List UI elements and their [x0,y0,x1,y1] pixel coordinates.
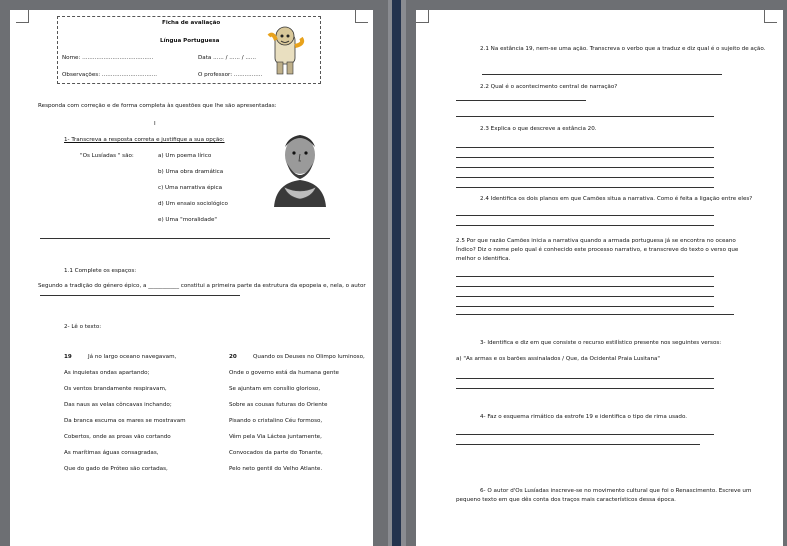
q6-text-line-2: pequeno texto em que dês conta dos traços mais característicos dessa época. [456,497,676,503]
q1-option-b: b) Uma obra dramática [158,169,224,175]
observations-field[interactable]: Observações: ............................... [62,72,157,78]
stanza-19-line: Cobertos, onde as proas vão cortando [64,434,171,440]
answer-line[interactable] [456,276,714,277]
stanza-19-number: 19 [64,354,72,360]
q1-option-c: c) Uma narrativa épica [158,185,223,191]
q3-a-text: a) "As armas e os barões assinalados / Que, da Ocidental Praia Lusitana" [456,356,661,362]
stanza-19-line: Já no largo oceano navegavam, [88,354,177,360]
answer-line[interactable] [456,314,734,315]
q2-3-text: 2.3 Explica o que descreve a estância 20. [480,126,597,132]
splitter-bar [392,0,401,546]
stanza-19-line: Que do gado de Próteo são cortadas, [64,466,168,472]
q1-prompt: 1- Transcreva a resposta correta e justifique a sua opção: [64,137,225,143]
stanza-19-line: As inquietas ondas apartando; [64,370,150,376]
teacher-field[interactable]: O professor: ................ [198,72,263,78]
q1-option-e: e) Uma "moralidade" [158,217,217,223]
stanza-20-line: Convocados da parte do Tonante, [229,450,323,456]
q1-option-a: a) Um poema lírico [158,153,212,159]
stanza-20-number: 20 [229,354,237,360]
answer-line[interactable] [456,296,714,297]
answer-line[interactable] [456,100,586,101]
q1-1-prompt: 1.1 Complete os espaços: [64,268,137,274]
stanza-19-line: Das naus as velas côncavas inchando; [64,402,172,408]
q2-5-text-line-2: Índico? Diz o nome pelo qual é conhecido este processo narrativo, e transcreve do texto o verso que [456,247,739,253]
stanza-20-line: Sobre as cousas futuras do Oriente [229,402,328,408]
stanza-20-line: Se ajuntam em consílio glorioso, [229,386,321,392]
answer-line[interactable] [456,157,714,158]
stanza-20-line: Vêm pela Via Láctea juntamente, [229,434,322,440]
answer-line[interactable] [456,167,714,168]
answer-line[interactable] [456,116,714,117]
answer-line[interactable] [456,177,714,178]
crop-mark [764,10,777,23]
q2-5-text-line-3: melhor o identifica. [456,256,511,262]
q1-option-d: d) Um ensaio sociológico [158,201,228,207]
stanza-20-line: Quando os Deuses no Olimpo luminoso, [253,354,365,360]
doc-title: Ficha de avaliação [162,20,221,26]
stanza-19-line: As marítimas águas consagradas, [64,450,159,456]
crop-mark [355,10,368,23]
section-mark: I [154,121,156,127]
q2-2-text: 2.2 Qual é o acontecimento central de narração? [480,84,618,90]
stanza-20-line: Pelo neto gentil do Velho Atlante. [229,466,323,472]
stanza-19-line: Da branca escuma os mares se mostravam [64,418,186,424]
date-field[interactable]: Data ...... / ...... / ...... [198,55,257,61]
answer-line[interactable] [456,378,714,379]
q1-1-text: Segundo a tradição do género épico, a ___________ constitui a primeira parte da estrutura da epopeia e, nela, o autor [38,283,366,289]
q2-4-text: 2.4 Identifica os dois planos em que Camões situa a narrativa. Como é feita a ligação entre eles? [480,196,753,202]
q3-text: 3- Identifica e diz em que consiste o recurso estilístico presente nos seguintes versos: [480,340,722,346]
q6-text-line-1: 6- O autor d'Os Lusíadas inscreve-se no movimento cultural que foi o Renascimento. Escreve um [480,488,752,494]
q2-prompt: 2- Lê o texto: [64,324,102,330]
stanza-20-line: Pisando o cristalino Céu formoso, [229,418,323,424]
q1-stem: "Os Lusíadas " são: [80,153,134,159]
q2-1-text: 2.1 Na estância 19, nem-se uma ação. Transcreva o verbo que a traduz e diz qual é o sujeito de ação. [480,46,766,52]
page-2 [416,10,783,546]
page-1 [10,10,373,546]
crop-mark [16,10,29,23]
answer-line[interactable] [456,215,714,216]
answer-line[interactable] [456,388,714,389]
answer-line[interactable] [456,225,714,226]
answer-line[interactable] [456,444,700,445]
answer-line[interactable] [456,147,714,148]
answer-line[interactable] [482,74,722,75]
name-field[interactable]: Nome: ........................................ [62,55,154,61]
stanza-20-line: Onde o governo está da humana gente [229,370,339,376]
answer-line[interactable] [40,295,240,296]
answer-line[interactable] [456,187,714,188]
doc-subject: Língua Portuguesa [160,38,220,44]
q2-5-text-line-1: 2.5 Por que razão Camões inicia a narrativa quando a armada portuguesa já se encontra no oceano [456,238,736,244]
crop-mark [416,10,429,23]
page-splitter[interactable] [388,0,406,546]
camoes-portrait-image [266,125,334,207]
intro-text: Responda com correção e de forma completa às questões que lhe são apresentadas: [38,103,277,109]
answer-line[interactable] [40,238,330,239]
answer-line[interactable] [456,286,714,287]
mascot-icon [265,24,309,78]
stanza-19-line: Os ventos brandamente respiravam, [64,386,167,392]
answer-line[interactable] [456,434,714,435]
answer-line[interactable] [456,306,714,307]
q4-text: 4- Faz o esquema rimático da estrofe 19 e identifica o tipo de rima usado. [480,414,688,420]
